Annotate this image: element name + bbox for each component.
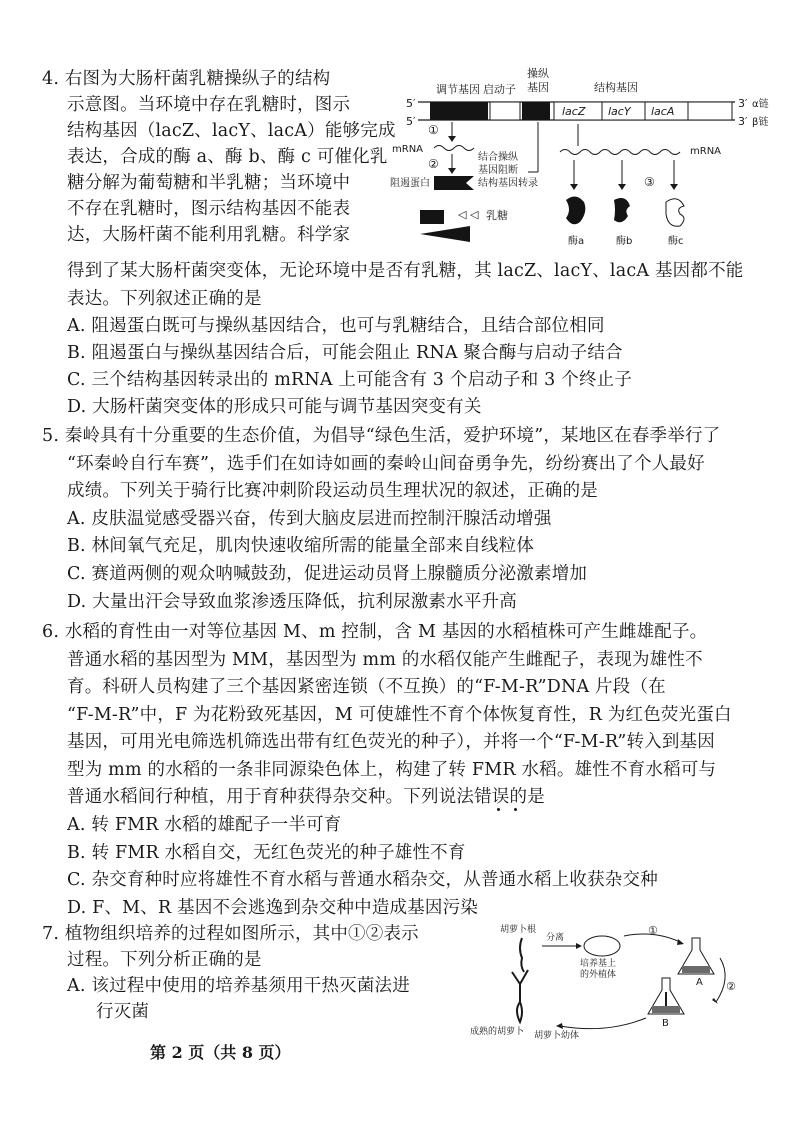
carrot-root-shape	[520, 938, 524, 972]
label-promoter: 启动子	[483, 83, 516, 96]
q7-step-2: ②	[726, 980, 736, 993]
label-regulator: 调节基因	[436, 83, 480, 96]
q4-line-5: 糖分解为葡萄糖和半乳糖；当环境中	[67, 173, 351, 193]
q6-line-3: 育。科研人员构建了三个基因紧密连锁（不互换）的“F-M-R”DNA 片段（在	[67, 677, 666, 697]
enzyme-c-label: 酶c	[668, 236, 684, 247]
label-5-top: 5′	[406, 97, 416, 110]
repressor-label: 阻遏蛋白	[390, 178, 430, 189]
q6-line-4: “F-M-R”中，F 为花粉致死基因，M 可使雄性不育个体恢复育性，R 为红色荧光蛋白	[67, 705, 732, 725]
explant-label-2: 的外植体	[580, 970, 617, 980]
step-3-label: ③	[644, 175, 655, 189]
emphasis-dot	[497, 808, 500, 811]
q6-option-b: B. 转 FMR 水稻自交，无红色荧光的种子雄性不育	[67, 843, 466, 863]
label-operator-1: 操纵	[527, 67, 549, 80]
q5-line-2: “环秦岭自行车赛”，选手们在如诗如画的秦岭山间奋勇争先，纷纷赛出了个人最好	[67, 454, 705, 474]
root-label: 胡萝卜根	[500, 925, 537, 935]
q4-line-6: 不存在乳糖时，图示结构基因不能表	[67, 199, 351, 219]
flask-b-label: B	[662, 1018, 669, 1029]
page-footer: 第 2 页（共 8 页）	[150, 1043, 291, 1062]
q7-step-1: ①	[648, 924, 658, 937]
tissue-culture-diagram	[470, 918, 790, 1050]
label-5-bottom: 5′	[406, 115, 416, 128]
block-text-3: 结构基因转录	[478, 178, 538, 189]
q6-line-5: 基因，可用光电筛选机筛选出带有红色荧光的种子），并将一个“F-M-R”转入到基因	[67, 732, 715, 752]
block-text-2: 基因阻断	[478, 165, 518, 176]
gene-lacy: lacY	[608, 105, 631, 118]
enzyme-b-shape	[614, 198, 630, 222]
q4-line-4: 表达，合成的酶 a、酶 b、酶 c 可催化乳	[67, 147, 388, 167]
emphasis-dot	[514, 808, 517, 811]
inactive-repressor	[420, 210, 444, 224]
mrna-right-label: mRNA	[690, 146, 722, 157]
q6-line-7: 普通水稻间行种植，用于育种获得杂交种。下列说法错误的是	[67, 787, 545, 807]
enzyme-a-label: 酶a	[568, 236, 585, 247]
step-2-label: ②	[428, 157, 439, 171]
q5-option-b: B. 林间氧气充足，肌肉快速收缩所需的能量全部来自线粒体	[67, 536, 535, 556]
label-operator-2: 基因	[527, 81, 549, 94]
operator-block	[522, 102, 550, 120]
q5-line-3: 成绩。下列关于骑行比赛冲刺阶段运动员生理状况的叙述，正确的是	[67, 481, 598, 501]
regulator-gene-block	[430, 102, 488, 120]
step-1-label: ①	[428, 123, 439, 137]
q7-option-a-cont: 行灭菌	[96, 1002, 150, 1022]
q6-option-d: D. F、M、R 基因不会逃逸到杂交种中造成基因污染	[67, 898, 479, 918]
promoter-block	[490, 102, 520, 120]
q4-option-d: D. 大肠杆菌突变体的形成只可能与调节基因突变有关	[67, 397, 482, 417]
mature-label: 成熟的胡萝卜	[470, 1027, 525, 1037]
separate-label: 分离	[546, 933, 565, 943]
petri-dish	[584, 936, 620, 956]
q6-option-a: A. 转 FMR 水稻的雄配子一半可育	[67, 815, 342, 835]
q4-line-7: 达，大肠杆菌不能利用乳糖。科学家	[67, 225, 351, 245]
q5-option-a: A. 皮肤温觉感受器兴奋，传到大脑皮层进而控制汗腺活动增强	[67, 509, 552, 529]
mrna-left-label: mRNA	[392, 144, 424, 155]
q4-line-8: 得到了某大肠杆菌突变体，无论环境中是否有乳糖，其 lacZ、lacY、lacA 基因都不能	[67, 261, 744, 281]
q6-option-c: C. 杂交育种时应将雄性不育水稻与普通水稻杂交，从普通水稻上收获杂交种	[67, 870, 658, 890]
mature-carrot-shape	[512, 970, 528, 1022]
flask-a-label: A	[696, 977, 703, 988]
lactose-label: 乳糖	[486, 209, 508, 222]
q7-line-2: 过程。下列分析正确的是	[67, 950, 262, 970]
label-3-top: 3′	[738, 97, 748, 110]
q7-option-a: A. 该过程中使用的培养基须用干热灭菌法进	[67, 976, 410, 996]
label-beta: β链	[752, 117, 769, 128]
q4-line-3: 结构基因（lacZ、lacY、lacA）能够完成	[67, 121, 396, 141]
q7-line-1: 7. 植物组织培养的过程如图所示，其中①②表示	[42, 924, 419, 944]
q4-option-b: B. 阻遏蛋白与操纵基因结合后，可能会阻止 RNA 聚合酶与启动子结合	[67, 343, 623, 363]
lac-operon-diagram	[390, 62, 780, 252]
q5-option-d: D. 大量出汗会导致血浆渗透压降低，抗利尿激素水平升高	[67, 592, 517, 612]
q5-line-1: 5. 秦岭具有十分重要的生态价值，为倡导“绿色生活，爱护环境”，某地区在春季举行了	[42, 426, 721, 446]
enzyme-c-shape	[666, 199, 684, 226]
q6-line-6: 型为 mm 的水稻的一条非同源染色体上，构建了转 FMR 水稻。雄性不育水稻可与	[67, 760, 717, 780]
gene-laca: lacA	[651, 105, 675, 118]
label-alpha: α链	[752, 99, 769, 110]
lactose-arrows: ◁ ◁	[458, 208, 479, 221]
label-3-bottom: 3′	[738, 115, 748, 128]
q4-option-c: C. 三个结构基因转录出的 mRNA 上可能含有 3 个启动子和 3 个终止子	[67, 370, 633, 390]
q4-option-a: A. 阻遏蛋白既可与操纵基因结合，也可与乳糖结合，且结合部位相同	[67, 316, 605, 336]
q6-line-1: 6. 水稻的育性由一对等位基因 M、m 控制，含 M 基因的水稻植株可产生雌雄配子。	[42, 622, 708, 642]
repressor-shape	[434, 176, 474, 190]
block-text-1: 结合操纵	[478, 152, 518, 163]
q5-option-c: C. 赛道两侧的观众呐喊鼓劲，促进运动员肾上腺髓质分泌激素增加	[67, 564, 588, 584]
q4-line-9: 表达。下列叙述正确的是	[67, 289, 262, 309]
q4-line-2: 示意图。当环境中存在乳糖时，图示	[67, 95, 351, 115]
q4-line-1: 4. 右图为大肠杆菌乳糖操纵子的结构	[42, 69, 331, 89]
repressor-lactose-complex	[420, 226, 470, 242]
enzyme-a-shape	[566, 196, 585, 224]
seedling-label: 胡萝卜幼体	[534, 1031, 580, 1041]
gene-lacz: lacZ	[562, 105, 586, 118]
q6-line-2: 普通水稻的基因型为 MM，基因型为 mm 的水稻仅能产生雌配子，表现为雄性不	[67, 650, 703, 670]
explant-label-1: 培养基上	[580, 959, 617, 969]
enzyme-b-label: 酶b	[616, 236, 633, 247]
label-structural: 结构基因	[594, 81, 638, 94]
mrna-left-wave	[434, 146, 474, 151]
mrna-right-wave	[560, 150, 680, 155]
